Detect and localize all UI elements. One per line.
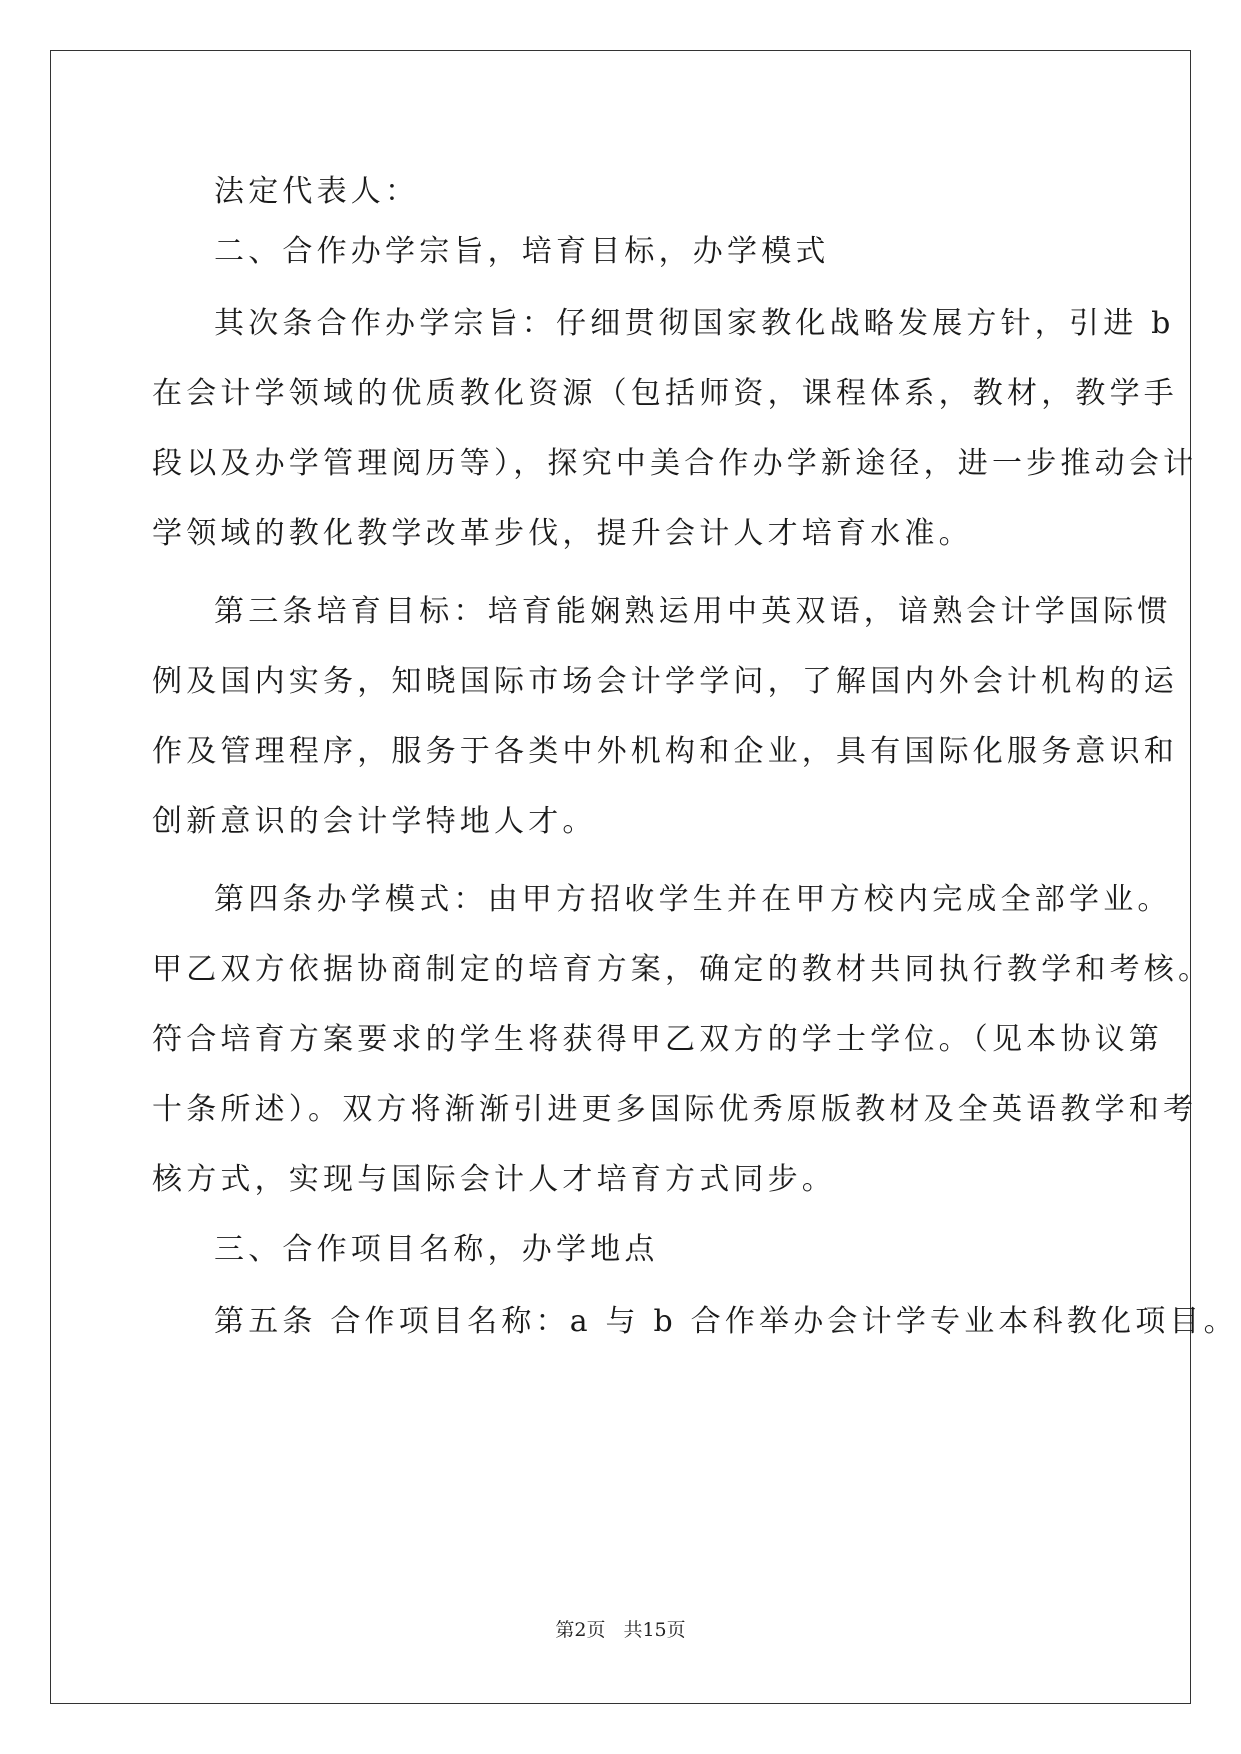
article-2-line-4: 学领域的教化教学改革步伐，提升会计人才培育水准。 xyxy=(152,516,973,551)
article-2-line-1: 其次条合作办学宗旨：仔细贯彻国家教化战略发展方针，引进 b xyxy=(214,306,1175,341)
article-3-line-4: 创新意识的会计学特地人才。 xyxy=(152,804,597,839)
article-3-line-3: 作及管理程序，服务于各类中外机构和企业，具有国际化服务意识和 xyxy=(152,734,1178,769)
article-4-line-5: 核方式，实现与国际会计人才培育方式同步。 xyxy=(152,1162,836,1197)
page-total: 共15页 xyxy=(623,1619,686,1641)
article-5-line-1: 第五条 合作项目名称：a 与 b 合作举办会计学专业本科教化项目。 xyxy=(214,1304,1238,1339)
article-2-line-3: 段以及办学管理阅历等），探究中美合作办学新途径，进一步推动会计 xyxy=(152,446,1198,481)
article-4-line-4: 十条所述）。双方将渐渐引进更多国际优秀原版教材及全英语教学和考 xyxy=(152,1092,1198,1127)
article-4-line-2: 甲乙双方依据协商制定的培育方案，确定的教材共同执行教学和考核。 xyxy=(152,952,1213,987)
article-4-line-1: 第四条办学模式：由甲方招收学生并在甲方校内完成全部学业。 xyxy=(214,882,1172,917)
page-border xyxy=(50,50,1191,1704)
page-number: 第2页 xyxy=(555,1619,606,1641)
article-4-line-3: 符合培育方案要求的学生将获得甲乙双方的学士学位。（见本协议第 xyxy=(152,1022,1163,1057)
page-footer xyxy=(0,1618,1241,1642)
article-2-line-2: 在会计学领域的优质教化资源（包括师资，课程体系，教材，教学手 xyxy=(152,376,1178,411)
section-heading-3: 三、合作项目名称，办学地点 xyxy=(214,1232,659,1267)
article-3-line-2: 例及国内实务，知晓国际市场会计学学问，了解国内外会计机构的运 xyxy=(152,664,1178,699)
section-heading-2: 二、合作办学宗旨，培育目标，办学模式 xyxy=(214,234,830,269)
article-3-line-1: 第三条培育目标：培育能娴熟运用中英双语，谙熟会计学国际惯 xyxy=(214,594,1172,629)
text-line-legal-representative: 法定代表人： xyxy=(214,174,420,209)
